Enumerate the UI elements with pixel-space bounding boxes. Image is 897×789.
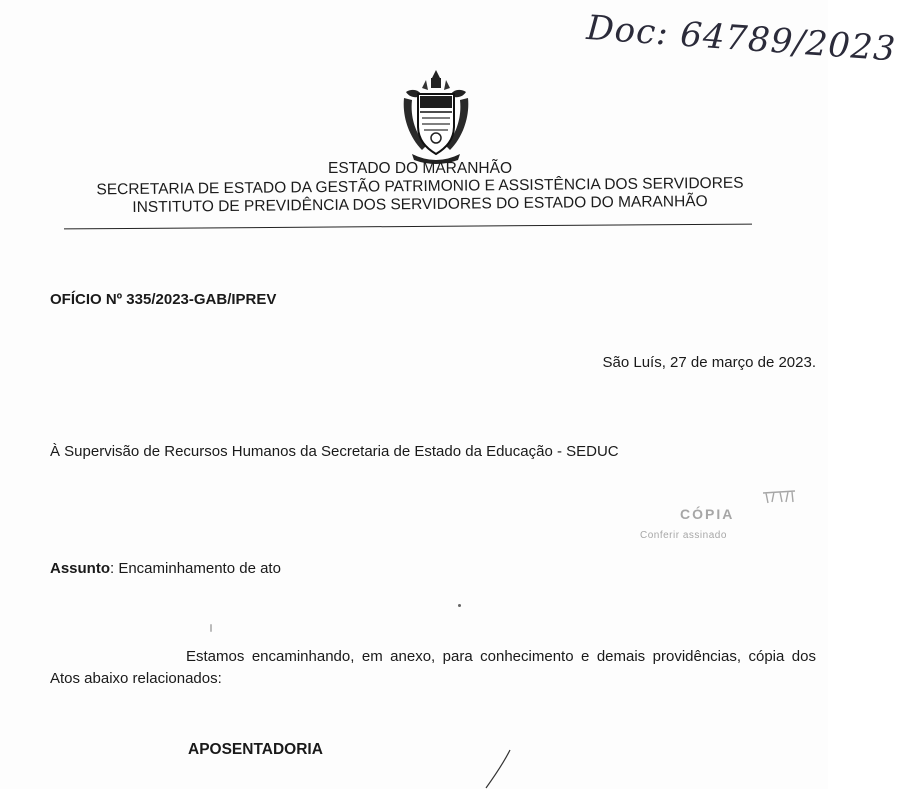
subject-label: Assunto — [50, 560, 110, 577]
stamp-word: CÓPIA — [680, 506, 735, 522]
scan-speck — [210, 624, 212, 632]
place-date: São Luís, 27 de março de 2023. — [602, 354, 816, 371]
subject-value: : Encaminhamento de ato — [110, 560, 281, 577]
document-reference: OFÍCIO Nº 335/2023-GAB/IPREV — [50, 291, 277, 308]
section-title: APOSENTADORIA — [188, 741, 323, 758]
coat-of-arms-icon — [398, 68, 474, 168]
subject-line — [50, 560, 281, 577]
header-institute: INSTITUTO DE PREVIDÊNCIA DOS SERVIDORES DO ESTADO DO MARANHÃO — [132, 192, 708, 217]
recipient: À Supervisão de Recursos Humanos da Secretaria de Estado da Educação - SEDUC — [50, 443, 619, 460]
copy-stamp — [632, 488, 802, 548]
body-paragraph — [50, 646, 816, 690]
header-divider — [64, 224, 752, 230]
body-text: Estamos encaminhando, em anexo, para conhecimento e demais providências, cópia dos Atos abaixo relacionados: — [50, 648, 816, 687]
header-secretariat: SECRETARIA DE ESTADO DA GESTÃO PATRIMONIO E ASSISTÊNCIA DOS SERVIDORES — [96, 174, 744, 199]
stamp-mark-icon — [762, 490, 796, 504]
pen-stroke — [482, 748, 512, 789]
scan-speck — [458, 604, 461, 607]
header-state-name: ESTADO DO MARANHÃO — [327, 160, 512, 177]
stamp-subtext: Conferir assinado — [640, 530, 727, 541]
handwritten-doc-number: Doc: 64789/2023 — [585, 8, 897, 70]
